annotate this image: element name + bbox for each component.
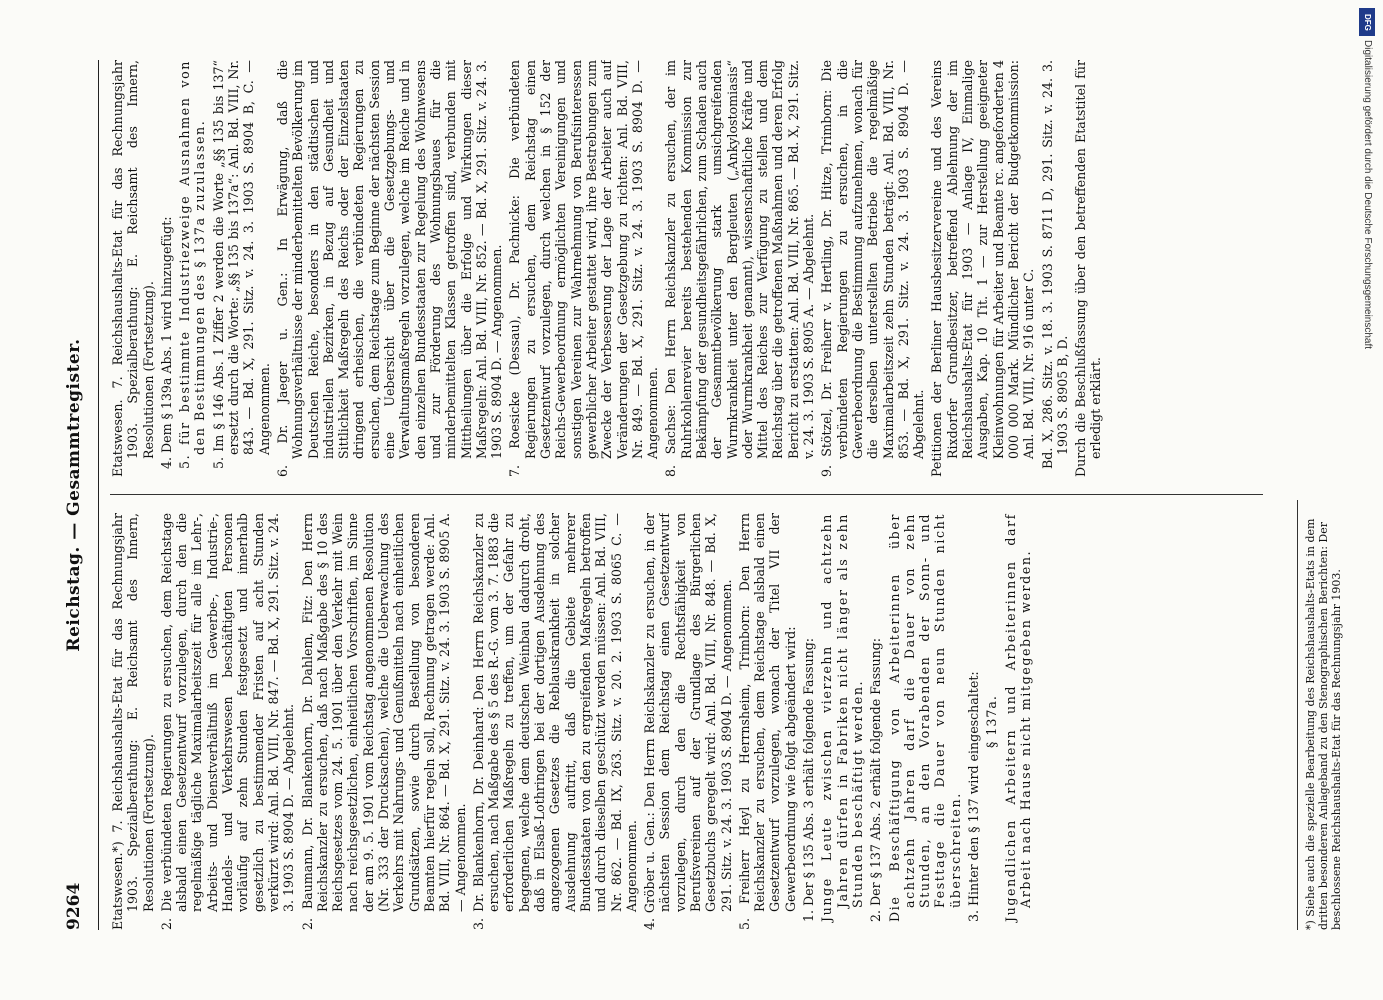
- left-sub-1: 1. Der § 135 Abs. 3 erhält folgende Fassung:: [801, 637, 817, 922]
- right-petitions: Petitionen der Berliner Hausbesitzervereine und des Vereins Rixdorfer Grundbesitzer, betreffend Ablehnung der im Reichshaushalts-Etat für 1903 — Anlage IV, Einmalige Ausgaben, Kap. 10 Tit. 1 — zur Herstellung geeigneter Kleinwohnungen für Arbeiter und Beamte rc. angeforderten 4 000 000 Mark. Mündlicher Bericht der Budgetkommission: Anl. Bd. VIII, Nr. 916 unter C.: [929, 60, 1037, 477]
- right-column: [110, 60, 1263, 477]
- right-entry-6: 6. Dr. Jaeger u. Gen.: In Erwägung, daß die Wohnungsverhältnisse der minderbemittelten Bevölkerung im Deutschen Reiche, besonders in den städtischen und industriellen Bezirken, in Bezug auf Gesundheit und Sittlichkeit Maßregeln des Reichs oder der Einzelstaaten dringend erheischen, die verbündeten Regierungen zu ersuchen, dem Reichstage zum Beginne der nächsten Session eine Uebersicht über die Gesetzgebungs- und Verwaltungsmaßregeln vorzulegen, welche im Reiche und in den einzelnen Bundesstaaten zur Regelung des Wohnwesens und zur Förderung des Wohnungsbaues für die minderbemittelten Klassen getroffen sind, verbunden mit Mittheilungen über die Erfolge und Wirkungen dieser Maßregeln: Anl. Bd. VIII, Nr. 852. — Bd. X, 291. Sitz. v. 24. 3. 1903 S. 8904 D. — Angenommen.: [274, 60, 505, 477]
- left-quote-3: Jugendlichen Arbeitern und Arbeiterinnen darf Arbeit nach Hause nicht mitgegeben werden.: [1002, 513, 1033, 922]
- right-resolution: Durch die Beschlußfassung über den betreffenden Etatstitel für erledigt erklärt.: [1073, 60, 1104, 477]
- column-divider: [110, 494, 1263, 495]
- left-sub-3: 3. Hinter den § 137 wird eingeschaltet:: [966, 671, 982, 922]
- page-number: 9264: [64, 882, 84, 930]
- footnote: *) Siehe auch die spezielle Bearbeitung des Reichshaushalts-Etats in dem dritten besonderen Anlageband zu den Stenographischen Berichten: Der beschlossene Reichshaushalts-Etat für das Rechnungsjahr 1903.: [1297, 500, 1343, 930]
- left-quote-1: Junge Leute zwischen vierzehn und achtzehn Jahren dürfen in Fabriken nicht länger als zehn Stunden beschäftigt werden.: [819, 513, 865, 922]
- text-columns: [110, 60, 1263, 930]
- right-entry-8: 8. Sachse: Den Herrn Reichskanzler zu ersuchen, der im Ruhrkohlenrevier bereits bestehenden Kommission zur Bekämpfung der gesundheitsgefährlichen, zum Schaden auch der Gesammtbevölkerung stark umsichgreifenden Wurmkrankheit unter den Bergleuten („Ankylostomiasis“ oder Wurmkrankheit genannt), wissenschaftliche Kräfte und Mittel des Reiches zur Verfügung zu stellen und dem Reichstag über die getroffenen Maßnahmen und deren Erfolg Bericht zu erstatten: Anl. Bd. VIII, Nr. 865. — Bd. X, 291. Sitz. v. 24. 3. 1903 S. 8905 A. — Abgelehnt.: [663, 60, 817, 477]
- left-sub-2: 2. Der § 137 Abs. 2 erhält folgende Fassung:: [868, 637, 884, 922]
- right-entry-7: 7. Roesicke (Dessau), Dr. Pachnicke: Die verbündeten Regierungen zu ersuchen, dem Reichstag einen Gesetzentwurf vorzulegen, durch welchen in § 152 der Reichs-Gewerbeordnung ermöglichten Vereinigungen und sonstigen Vereinen zur Wahrnehmung von Berufsinteressen gewerblicher Arbeiter gestattet wird, ihre Bestrebungen zum Zwecke der Verbesserung der Lage der Arbeiter auch auf Veränderungen der Gesetzgebung zu richten: Anl. Bd. VIII, Nr. 849. — Bd. X, 291. Sitz. v. 24. 3. 1903 S. 8904 D. — Angenommen.: [507, 60, 661, 477]
- right-sub-5: 5. Im § 146 Abs. 1 Ziffer 2 werden die Worte „§§ 135 bis 137“ ersetzt durch die Worte: „§§ 135 bis 137a“: Anl. Bd. VIII, Nr. 843. — Bd. X, 291. Sitz. v. 24. 3. 1903 S. 8904 B, C. — Angenommen.: [210, 60, 272, 469]
- right-sessions: Bd. X, 286. Sitz. v. 18. 3. 1903 S. 8711 D, 291. Sitz. v. 24. 3. 1903 S. 8905 B, D.: [1039, 60, 1070, 469]
- left-column: [110, 513, 1263, 930]
- left-quote-2: Die Beschäftigung von Arbeiterinnen über achtzehn Jahren darf die Dauer von zehn Stunden, an den Vorabenden der Sonn- und Festtage die Dauer von neun Stunden nicht überschreiten.: [886, 513, 963, 922]
- right-entry-heading: Etatswesen. 7. Reichshaushalts-Etat für das Rechnungsjahr 1903. Spezialberathung: E. Reichsamt des Innern, Resolutionen (Fortsetzung).: [110, 60, 156, 477]
- right-entry-9: 9. Stötzel, Dr. Freiherr v. Hertling, Dr. Hitze, Trimborn: Die verbündeten Regierungen zu ersuchen, in die Gewerbeordnung die Bestimmung aufzunehmen, wonach für die derselben unterstellten Betriebe die regelmäßige Maximalarbeitszeit zehn Stunden beträgt: Anl. Bd. VIII, Nr. 853. — Bd. X, 291. Sitz. v. 24. 3. 1903 S. 8904 D. — Abgelehnt.: [819, 60, 927, 477]
- left-entry-5: 5. Freiherr Heyl zu Herrnsheim, Trimborn: Den Herrn Reichskanzler zu ersuchen, dem Reichstage alsbald einen Gesetzentwurf vorzulegen, wonach der Titel VII der Gewerbeordnung wie folgt abgeändert wird:: [736, 513, 798, 930]
- left-entry-4: 4. Gröber u. Gen.: Den Herrn Reichskanzler zu ersuchen, in der nächsten Session dem Reichstag einen Gesetzentwurf vorzulegen, durch den die Rechtsfähigkeit von Berufsvereinen auf der Grundlage des Bürgerlichen Gesetzbuchs geregelt wird: Anl. Bd. VIII, Nr. 848. — Bd. X, 291. Sitz. v. 24. 3. 1903 S. 8904 D. — Angenommen.: [642, 513, 734, 930]
- running-title: Reichstag. — Gesammtregister.: [64, 338, 84, 652]
- right-sub-4: 4. Dem § 139a Abs. 1 wird hinzugefügt:: [158, 216, 174, 469]
- right-quote-5: 5. für bestimmte Industriezweige Ausnahmen von den Bestimmungen des § 137a zuzulassen.: [177, 60, 208, 469]
- digitization-credit: [1361, 40, 1375, 640]
- dfg-logo: DFG: [1359, 8, 1375, 36]
- left-section-heading: § 137a.: [984, 695, 1000, 748]
- left-entry-2a: 2. Die verbündeten Regierungen zu ersuchen, dem Reichstage alsbald einen Gesetzentwurf vorzulegen, durch den die regelmäßige tägliche Maximalarbeitszeit für alle im Lehr-, Arbeits- und Dienstverhältniß im Gewerbe-, Industrie-, Handels- und Verkehrswesen beschäftigten Personen vorläufig auf zehn Stunden festgesetzt und innerhalb gesetzlich zu bestimmender Fristen auf acht Stunden verkürzt wird: Anl. Bd. VIII, Nr. 847. — Bd. X, 291. Sitz. v. 24. 3. 1903 S. 8904 D. — Abgelehnt.: [158, 513, 297, 930]
- page-header: [58, 60, 99, 930]
- left-entry-3: 3. Dr. Blankenhorn, Dr. Deinhard: Den Herrn Reichskanzler zu ersuchen, nach Maßgabe des § 5 des R.-G. vom 3. 7. 1883 die erforderlichen Maßregeln zu treffen, um der Gefahr zu begegnen, welche dem deutschen Weinbau dadurch droht, daß in Elsaß-Lothringen bei der dortigen Ausdehnung des angezogenen Gesetzes die Reblauskrankheit in solcher Ausdehnung auftritt, daß die Gebiete mehrerer Bundesstaaten von den zu ergreifenden Maßregeln betroffen und durch dieselben geschützt werden müssen: Anl. Bd. VIII, Nr. 862. — Bd. IX, 263. Sitz. v. 20. 2. 1903 S. 8065 C. — Angenommen.: [470, 513, 639, 930]
- left-entry-2b: 2. Baumann, Dr. Blankenhorn, Dr. Dahlem, Fitz: Den Herrn Reichskanzler zu ersuchen, daß nach Maßgabe des § 10 des Reichsgesetzes vom 24. 5. 1901 über den Verkehr mit Wein nach reichsgesetzlichen, einheitlichen Vorschriften, im Sinne der am 9. 5. 1901 vom Reichstag angenommenen Resolution (Nr. 333 der Drucksachen), welche die Ueberwachung des Verkehrs mit Nahrungs- und Genußmitteln nach einheitlichen Grundsätzen, sowie durch Bestellung von besonderen Beamten hierfür regeln soll, Rechnung getragen werde: Anl. Bd. VIII, Nr. 864. — Bd. X, 291. Sitz. v. 24. 3. 1903 S. 8905 A. — Angenommen.: [299, 513, 468, 930]
- left-entry-heading: Etatswesen.*) 7. Reichshaushalts-Etat für das Rechnungsjahr 1903. Spezialberathung: E. Reichsamt des Innern, Resolutionen (Fortsetzung).: [110, 513, 156, 930]
- digitization-credit-text: Digitalisierung gefördert durch die Deutsche Forschungsgemeinschaft: [1362, 40, 1373, 350]
